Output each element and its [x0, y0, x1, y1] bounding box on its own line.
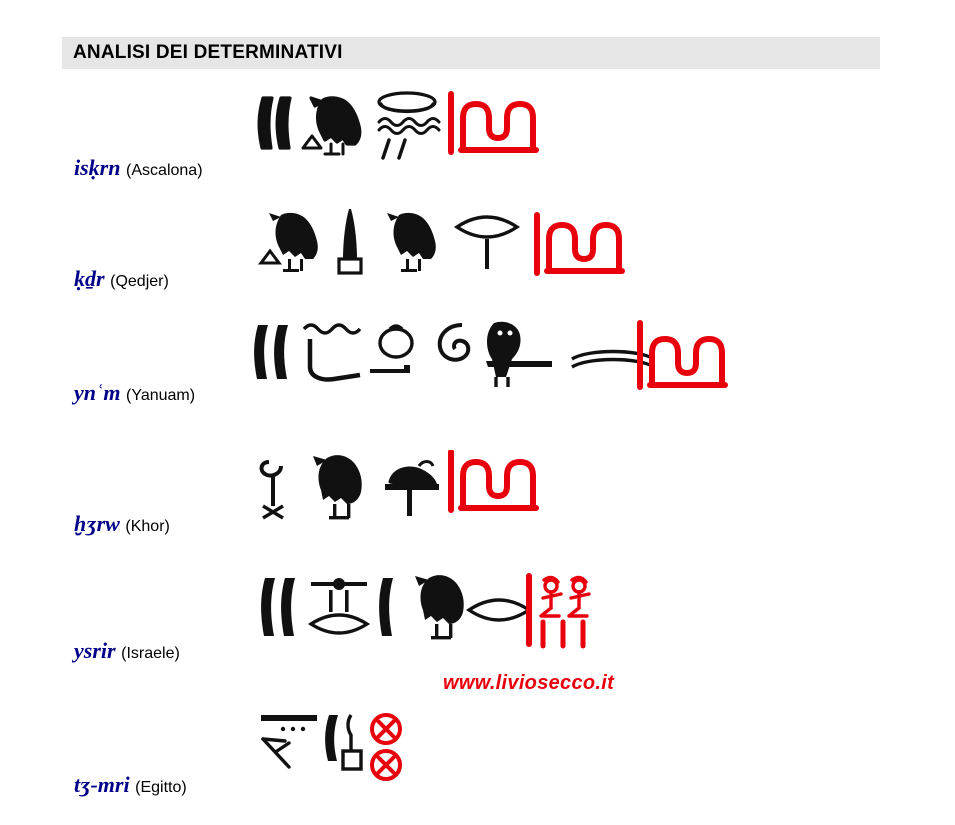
- gloss: (Ascalona): [126, 162, 203, 179]
- hieroglyph-group: [255, 570, 625, 658]
- hieroglyph-group: [255, 205, 635, 290]
- entry-label: [74, 772, 187, 798]
- gloss: (Yanuam): [126, 387, 196, 404]
- hieroglyph-group: [255, 90, 565, 175]
- gloss: (Israele): [121, 645, 180, 662]
- transliteration: ḫʒrw: [74, 511, 120, 536]
- transliteration: tʒ-mri: [74, 772, 130, 797]
- hieroglyph-group: [255, 705, 415, 783]
- transliteration: ysrir: [74, 638, 116, 663]
- transliteration: isḳrn: [74, 155, 121, 180]
- hieroglyph-group: [255, 450, 565, 530]
- entry-label: [74, 380, 195, 406]
- entry-label: [74, 638, 180, 664]
- entry-label: [74, 511, 170, 537]
- determinative-foreign-land: [537, 215, 622, 273]
- determinative-foreign-land: [640, 323, 725, 387]
- page-title-bar: [62, 37, 880, 69]
- determinative-foreign-land: [451, 94, 536, 152]
- gloss: (Qedjer): [110, 273, 169, 290]
- watermark: www.liviosecco.it: [443, 672, 615, 694]
- gloss: (Khor): [125, 518, 170, 535]
- entry-label: [74, 155, 203, 181]
- hieroglyph-group: [248, 315, 728, 400]
- transliteration: ḳḏr: [74, 266, 105, 291]
- entry-label: [74, 266, 169, 292]
- page-title: ANALISI DEI DETERMINATIVI: [73, 42, 343, 63]
- determinative-city: [372, 715, 400, 779]
- gloss: (Egitto): [135, 779, 187, 796]
- determinative-foreign-land: [451, 452, 536, 510]
- determinative-foreign-people: [529, 576, 589, 646]
- transliteration: ynʿm: [74, 380, 121, 405]
